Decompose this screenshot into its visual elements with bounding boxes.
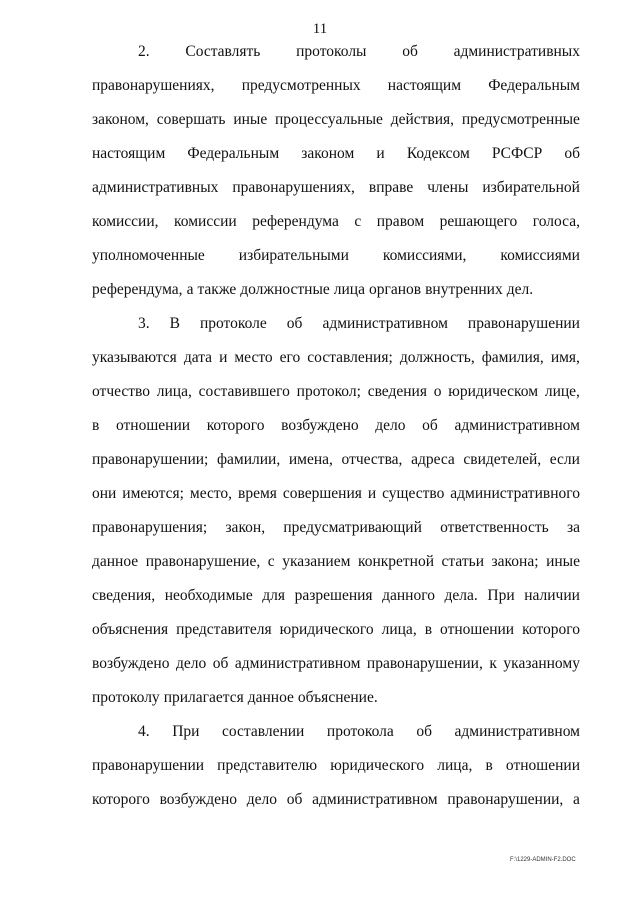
word: указанием (282, 553, 351, 570)
word: необходимые (164, 587, 253, 604)
word: адреса (411, 451, 455, 468)
word: с (354, 213, 362, 230)
text-line (92, 76, 580, 110)
word: иные (546, 553, 580, 570)
word: об (416, 723, 432, 740)
word: об (212, 655, 229, 672)
word: имеются; (122, 485, 184, 502)
word: правонарушение, (145, 553, 261, 570)
word: административном (234, 655, 361, 672)
word: и (367, 485, 377, 502)
word: указываются (92, 349, 177, 366)
word: референдума (252, 213, 339, 230)
word: административном (322, 315, 448, 332)
word: При (172, 723, 200, 740)
text-line (92, 382, 580, 416)
text-line (92, 552, 580, 586)
word: Федеральным (187, 145, 280, 162)
word: его (279, 349, 301, 366)
word: место, (189, 485, 233, 502)
word: с (267, 553, 275, 570)
word: для (262, 587, 286, 604)
word: а (573, 791, 580, 808)
word: составившего (198, 383, 290, 400)
word: дата (183, 349, 213, 366)
word: об (286, 315, 303, 332)
word: в (424, 621, 433, 638)
word: уполномоченные (92, 247, 205, 264)
word: административных (92, 179, 219, 196)
word: дело (246, 791, 278, 808)
word: дело (175, 655, 207, 672)
word: юридического (330, 757, 425, 774)
word: юридического (279, 621, 374, 638)
word: комиссиями (500, 247, 580, 264)
word: вправе (368, 179, 414, 196)
word: органов (369, 281, 422, 298)
word: совершения (282, 485, 362, 502)
word: имя, (550, 349, 580, 366)
word: избирательной (482, 179, 580, 196)
word: правонарушении; (92, 451, 209, 468)
word: административных (453, 43, 580, 60)
word: которого (522, 621, 580, 638)
word: правом (376, 213, 425, 230)
word: возбуждено (159, 791, 238, 808)
text-line (92, 314, 580, 348)
word: о (433, 383, 442, 400)
word: отчество (92, 383, 150, 400)
word: В (169, 315, 180, 332)
word: объяснение. (297, 689, 378, 706)
word: решающего (439, 213, 518, 230)
paragraph-4 (92, 722, 580, 824)
word: об (402, 43, 418, 60)
word: об (564, 145, 580, 162)
word: избирательными (238, 247, 349, 264)
word: иные (233, 111, 268, 128)
word: конкретной (357, 553, 435, 570)
document-file-code: F:\1229-ADMIN-F2.DOC (510, 857, 576, 863)
word: наличии (524, 587, 580, 604)
word: данного (382, 587, 435, 604)
word: совершать (156, 111, 226, 128)
text-line (92, 450, 580, 484)
word: время (238, 485, 277, 502)
word: отношении (115, 417, 191, 434)
word: фамилии, (217, 451, 281, 468)
document-body-section-4 (92, 722, 580, 824)
word: административного (450, 485, 580, 502)
word: протоколы (296, 43, 367, 60)
word: и (219, 349, 228, 366)
word: лица, (156, 383, 192, 400)
text-line (92, 42, 580, 76)
word: комиссии (174, 213, 237, 230)
word: внутренних (425, 281, 503, 298)
word: РСФСР (491, 145, 543, 162)
word: данное (92, 553, 139, 570)
text-line (92, 484, 580, 518)
word: Кодексом (406, 145, 470, 162)
page-number: 11 (312, 21, 328, 37)
word: При (487, 587, 515, 604)
word: протокола (326, 723, 394, 740)
word: дел. (506, 281, 534, 298)
text-line (92, 416, 580, 450)
word: протоколе (199, 315, 267, 332)
word: административном (454, 723, 580, 740)
word: правонарушения; (92, 519, 208, 536)
word: лица, (437, 757, 473, 774)
word: референдума, (92, 281, 183, 298)
word: фамилия, (481, 349, 544, 366)
text-line (92, 620, 580, 654)
word: имена, (288, 451, 333, 468)
word: настоящим (92, 145, 166, 162)
word: 3. (138, 315, 150, 332)
text-line (92, 756, 580, 790)
word: лица, (381, 621, 417, 638)
word: закона; (491, 553, 539, 570)
text-line (92, 688, 580, 722)
word: правонарушениях, (92, 77, 215, 94)
word: объяснения (92, 621, 169, 638)
word: отношении (505, 757, 580, 774)
word: закон, (225, 519, 266, 536)
word: правонарушении, (447, 791, 564, 808)
word: к (489, 655, 497, 672)
word: также (197, 281, 237, 298)
word: предусмотренные (461, 111, 580, 128)
word: юридическом (448, 383, 539, 400)
paragraph-3 (92, 314, 580, 722)
word: комиссиями, (382, 247, 467, 264)
word: разрешения (294, 587, 373, 604)
document-body (92, 42, 580, 314)
word: существо (382, 485, 445, 502)
text-line (92, 280, 580, 314)
word: предусматривающий (283, 519, 422, 536)
word: должность, (399, 349, 475, 366)
word: комиссии, (92, 213, 159, 230)
word: они (92, 485, 117, 502)
word: законом, (92, 111, 149, 128)
text-line (92, 654, 580, 688)
word: голоса, (532, 213, 580, 230)
word: которого (206, 417, 265, 434)
word: 2. (138, 43, 150, 60)
word: представителя (176, 621, 272, 638)
text-line (92, 722, 580, 756)
text-line (92, 518, 580, 552)
word: представителю (217, 757, 318, 774)
text-line (92, 790, 580, 824)
word: об (422, 417, 438, 434)
word: 4. (138, 723, 150, 740)
word: лица (333, 281, 365, 298)
word: возбуждено (281, 417, 359, 434)
word: сведения, (92, 587, 156, 604)
word: возбуждено (92, 655, 170, 672)
word: лице, (544, 383, 580, 400)
word: административном (454, 417, 580, 434)
word: прилагается (163, 689, 244, 706)
text-line (92, 110, 580, 144)
text-line (92, 178, 580, 212)
word: статьи (441, 553, 485, 570)
word: в (485, 757, 493, 774)
word: дело (375, 417, 406, 434)
word: составления; (307, 349, 393, 366)
word: составлении (222, 723, 305, 740)
word: Составлять (185, 43, 261, 60)
word: протоколу (92, 689, 160, 706)
word: законом (301, 145, 355, 162)
word: должностные (240, 281, 330, 298)
word: место (234, 349, 273, 366)
word: члены (427, 179, 469, 196)
word: предусмотренных (241, 77, 361, 94)
word: за (566, 519, 580, 536)
text-line (92, 212, 580, 246)
word: сведения (367, 383, 427, 400)
word: правонарушении (467, 315, 580, 332)
word: об (286, 791, 303, 808)
word: административном (312, 791, 438, 808)
document-body-section-3 (92, 314, 580, 722)
text-line (92, 348, 580, 382)
text-line (92, 586, 580, 620)
word: правонарушении (92, 757, 205, 774)
word: правонарушении, (366, 655, 483, 672)
word: процессуальные (275, 111, 383, 128)
word: ответственность (440, 519, 549, 536)
word: действия, (390, 111, 455, 128)
word: данное (247, 689, 294, 706)
word: правонарушениях, (232, 179, 355, 196)
word: если (549, 451, 580, 468)
word: в (92, 417, 100, 434)
word: и (376, 145, 385, 162)
word: указанному (503, 655, 580, 672)
word: которого (92, 791, 150, 808)
word: протокол; (296, 383, 361, 400)
word: Федеральным (488, 77, 580, 94)
word: дела. (444, 587, 478, 604)
word: отношении (440, 621, 515, 638)
text-line (92, 246, 580, 280)
paragraph-2 (92, 42, 580, 314)
word: свидетелей, (463, 451, 542, 468)
word: а (186, 281, 194, 298)
text-line (92, 144, 580, 178)
word: отчества, (341, 451, 403, 468)
word: настоящим (387, 77, 462, 94)
